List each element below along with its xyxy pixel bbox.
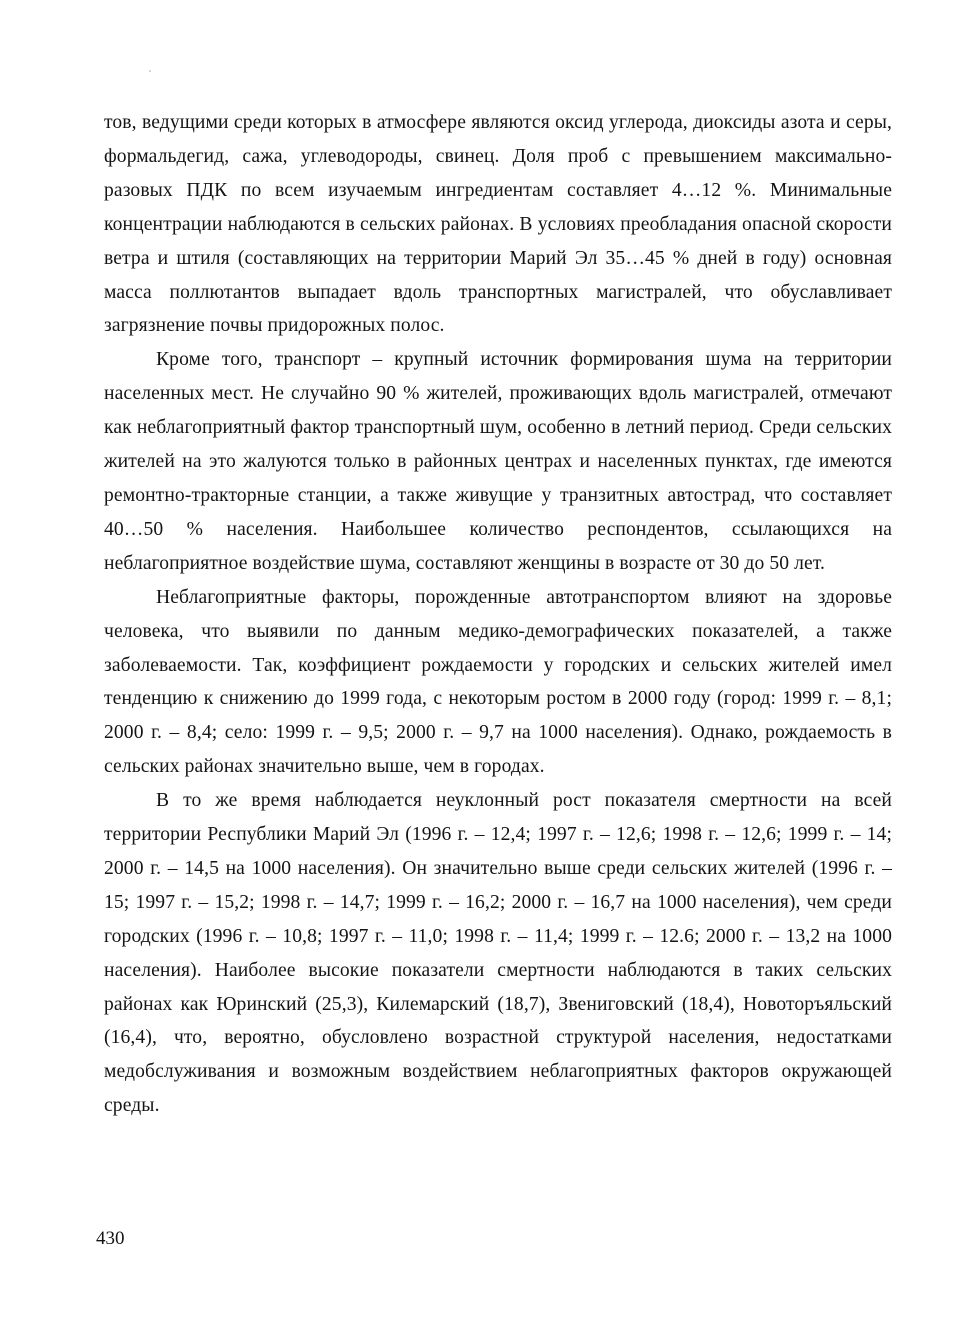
paragraph-transport-noise: Кроме того, транспорт – крупный источник формирования шума на территории населенных мест. Не случайно 90 % жителей, проживающих вдоль магистралей, отмечают как неблагоприятный фактор транспортный шум, особенно в летний период. Среди сельских жителей на это жалуются только в районных центрах и населенных пунктах, где имеются ремонтно-тракторные станции, а также живущие у транзитных автострад, что составляет 40…50 % населения. Наибольшее количество респондентов, ссылающихся на неблагоприятное воздействие шума, составляют женщины в возрасте от 30 до 50 лет.: [104, 349, 892, 574]
paragraph-continuation: тов, ведущими среди которых в атмосфере являются оксид углерода, диоксиды азота и серы, формальдегид, сажа, углеводороды, свинец. Доля проб с превышением максимально-разовых ПДК по всем изучаемым ингредиентам составляет 4…12 %. Минимальные концентрации наблюдаются в сельских районах. В условиях преобладания опасной скорости ветра и штиля (составляющих на территории Марий Эл 35…45 % дней в году) основная масса поллютантов выпадает вдоль транспортных магистралей, что обуславливает загрязнение почвы придорожных полос.: [104, 112, 892, 337]
page-number: 430: [96, 1228, 125, 1249]
scan-speck: [149, 70, 151, 72]
paragraph-mortality: В то же время наблюдается неуклонный рост показателя смертности на всей территории Республики Марий Эл (1996 г. – 12,4; 1997 г. – 12,6; 1998 г. – 12,6; 1999 г. – 14; 2000 г. – 14,5 на 1000 населения). Он значительно выше среди сельских жителей (1996 г. –15; 1997 г. – 15,2; 1998 г. – 14,7; 1999 г. – 16,2; 2000 г. – 16,7 на 1000 населения), чем среди городских (1996 г. – 10,8; 1997 г. – 11,0; 1998 г. – 11,4; 1999 г. – 12.6; 2000 г. – 13,2 на 1000 населения). Наиболее высокие показатели смертности наблюдаются в таких сельских районах как Юринский (25,3), Килемарский (18,7), Звениговский (18,4), Новоторъяльский (16,4), что, вероятно, обусловлено возрастной структурой населения, недостатками медобслуживания и возможным воздействием неблагоприятных факторов окружающей среды.: [104, 790, 892, 1117]
paragraph-birth-rate: Неблагоприятные факторы, порожденные автотранспортом влияют на здоровье человека, что выявили по данным медико-демографических показателей, а также заболеваемости. Так, коэффициент рождаемости у городских и сельских жителей имел тенденцию к снижению до 1999 года, с некоторым ростом в 2000 году (город: 1999 г. – 8,1; 2000 г. – 8,4; село: 1999 г. – 9,5; 2000 г. – 9,7 на 1000 населения). Однако, рождаемость в сельских районах значительно выше, чем в городах.: [104, 586, 892, 778]
body-text: [104, 106, 892, 1123]
